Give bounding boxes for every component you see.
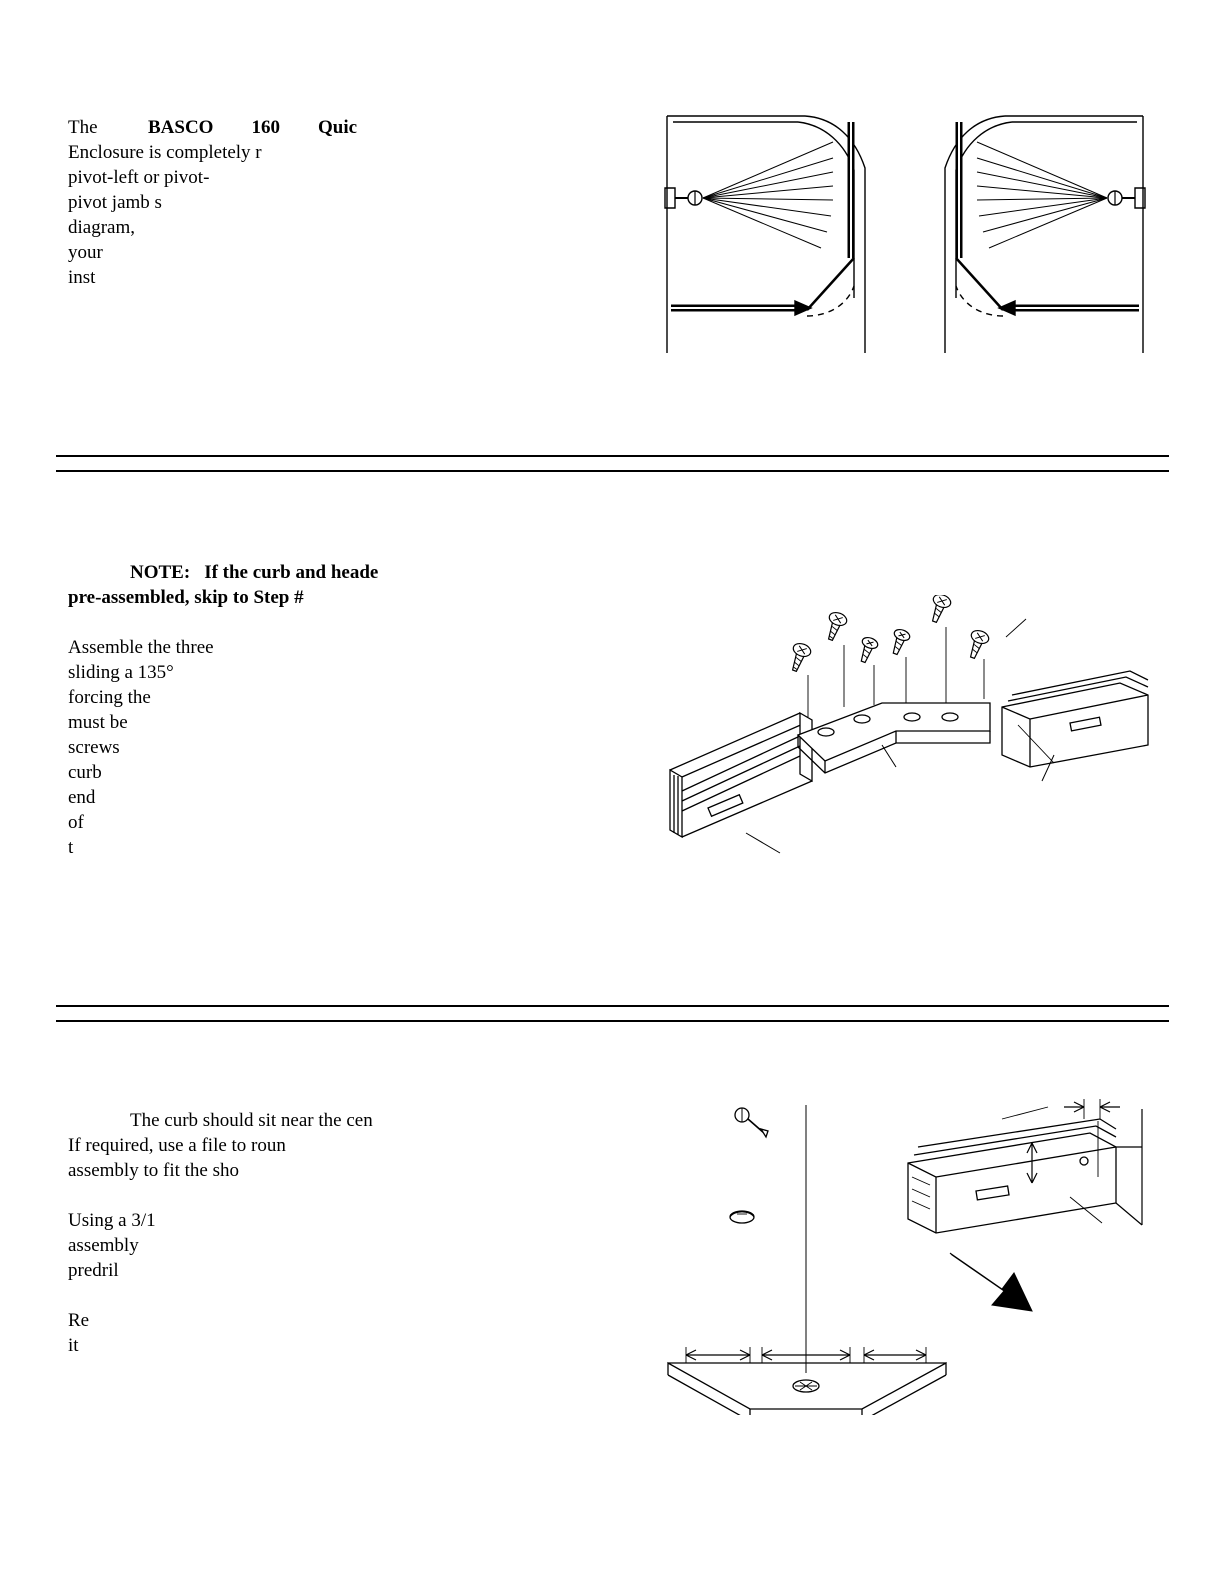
curb-bracket-assembly-diagram <box>650 595 1160 855</box>
section-2-line-3: must be <box>68 712 128 733</box>
section-2-note-label: NOTE: <box>130 562 191 583</box>
section-3-gap-2 <box>68 1283 488 1308</box>
section-1-line-4: your <box>68 242 103 263</box>
section-1-heading-word-1: 160 <box>251 117 280 138</box>
section-1-line-2: pivot jamb s <box>68 192 162 213</box>
section-3-para1-line-1: If required, use a file to roun <box>68 1135 286 1156</box>
section-divider-2-bottom <box>56 1020 1169 1022</box>
section-1-line-3: diagram, <box>68 217 136 238</box>
section-divider-1-top <box>56 455 1169 457</box>
section-divider-1-bottom <box>56 470 1169 472</box>
section-3-para3-line-0: Re <box>68 1310 90 1331</box>
section-2-line-7: of <box>68 812 84 833</box>
section-1-heading-line <box>68 115 468 140</box>
section-2-line-5: curb <box>68 762 102 783</box>
section-2-line-4: screws <box>68 737 120 758</box>
section-2-line-8: t <box>68 837 74 858</box>
section-3-para1-line-2: assembly to fit the sho <box>68 1160 239 1181</box>
section-2-text <box>68 560 488 860</box>
section-2-line-6: end <box>68 787 96 808</box>
section-1-text <box>68 115 468 290</box>
section-3-para2-line-0: Using a 3/1 <box>68 1210 156 1231</box>
section-3-para3-line-1: it <box>68 1335 79 1356</box>
section-2-line-1: sliding a 135° <box>68 662 174 683</box>
section-1-line-5: inst <box>68 267 96 288</box>
section-1-line-1: pivot-left or pivot- <box>68 167 210 188</box>
section-3-gap-1 <box>68 1183 488 1208</box>
section-2-note-line-2: pre-assembled, skip to Step # <box>68 587 304 608</box>
section-3-para1-lead-line <box>68 1108 488 1133</box>
section-divider-2-top <box>56 1005 1169 1007</box>
section-2-note-line-1 <box>68 560 488 585</box>
section-1-heading-word-2: Quic <box>317 117 358 138</box>
pivot-direction-diagram <box>655 108 1155 363</box>
section-3-para2-line-2: predril <box>68 1260 119 1281</box>
section-2-line-0: Assemble the three <box>68 637 214 658</box>
section-3-para2-line-1: assembly <box>68 1235 139 1256</box>
section-2-line-2: forcing the <box>68 687 151 708</box>
section-3-para1-lead: The curb should sit near the cen <box>130 1110 373 1131</box>
section-3-text <box>68 1108 488 1358</box>
section-2-gap <box>68 610 488 635</box>
curb-placement-diagram <box>650 1085 1160 1415</box>
section-1-line-0: Enclosure is completely r <box>68 142 262 163</box>
section-1-heading-lead: The <box>68 117 98 138</box>
section-2-note-text-1: If the curb and heade <box>204 562 379 583</box>
section-1-heading-word-0: BASCO <box>148 117 214 138</box>
